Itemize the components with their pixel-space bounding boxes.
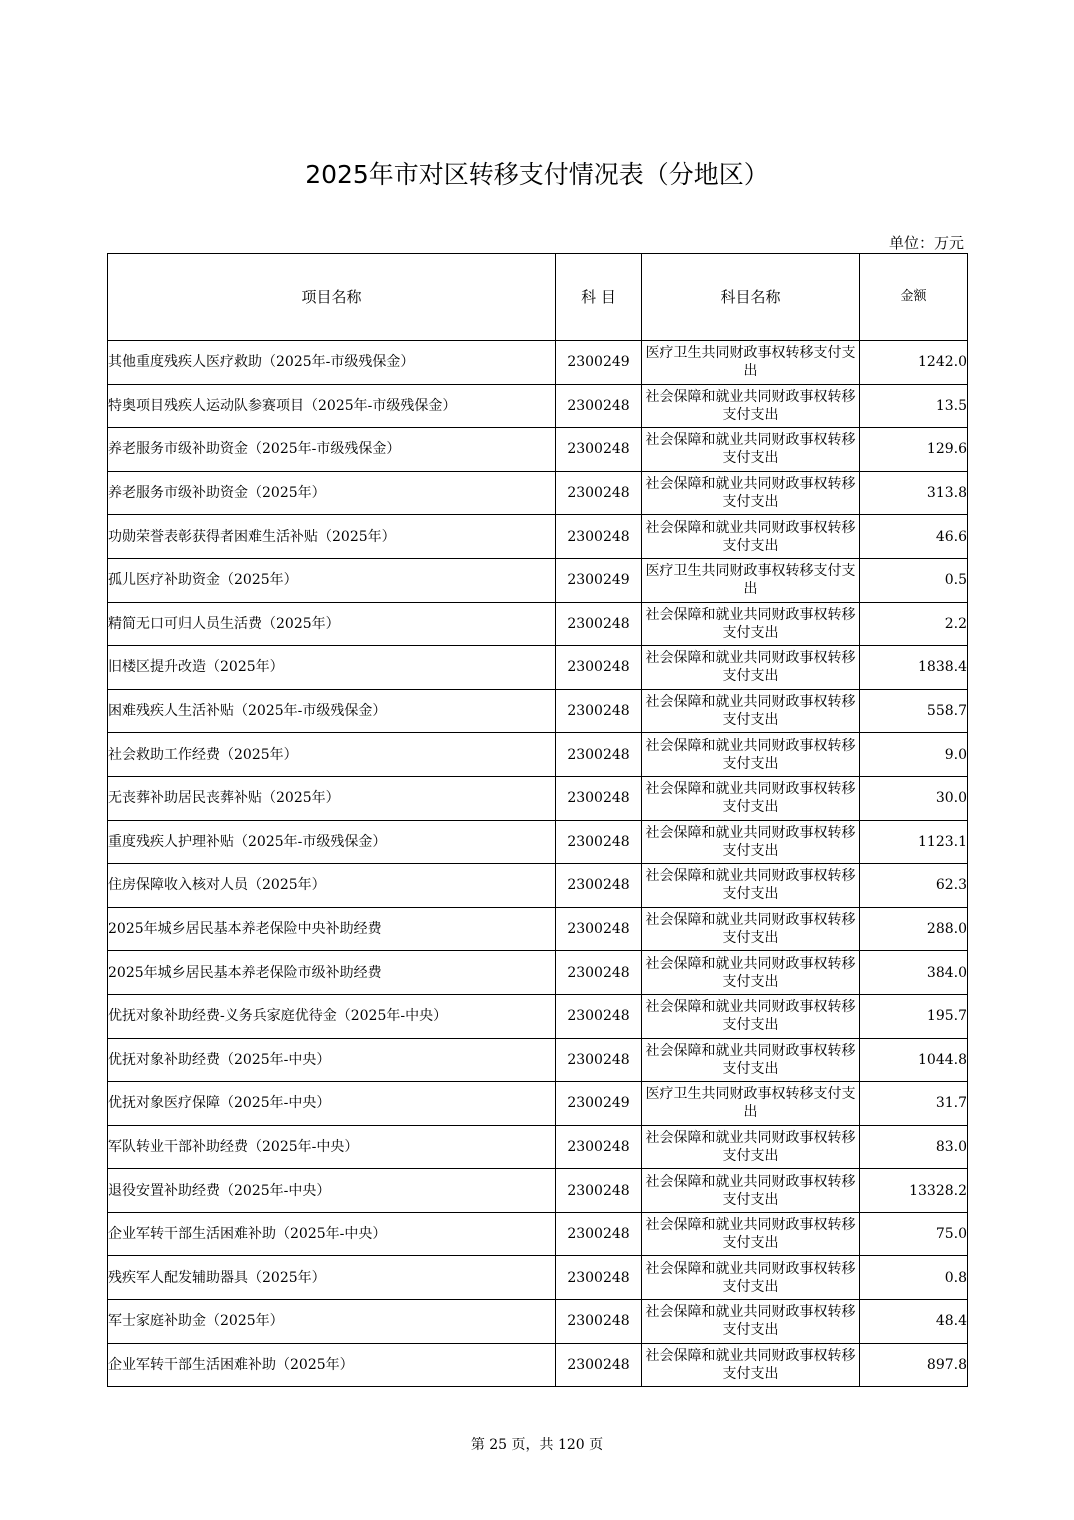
project-name-cell: 军队转业干部补助经费（2025年-中央）: [108, 1125, 556, 1169]
unit-label: 单位：万元: [888, 234, 964, 252]
subject-code-cell: 2300249: [556, 1082, 642, 1126]
table-row: [108, 384, 968, 428]
subject-name-cell: 医疗卫生共同财政事权转移支付支出: [642, 558, 860, 602]
amount-cell: 1044.8: [860, 1038, 968, 1082]
project-name-cell: 困难残疾人生活补贴（2025年-市级残保金）: [108, 689, 556, 733]
subject-code-cell: 2300248: [556, 384, 642, 428]
table-row: [108, 646, 968, 690]
project-name-cell: 优抚对象补助经费-义务兵家庭优待金（2025年-中央）: [108, 994, 556, 1038]
project-name-cell: 旧楼区提升改造（2025年）: [108, 646, 556, 690]
subject-name-cell: 社会保障和就业共同财政事权转移支付支出: [642, 602, 860, 646]
amount-cell: 1838.4: [860, 646, 968, 690]
project-name-cell: 养老服务市级补助资金（2025年）: [108, 471, 556, 515]
amount-cell: 558.7: [860, 689, 968, 733]
amount-cell: 83.0: [860, 1125, 968, 1169]
table-header-row: [108, 254, 968, 341]
amount-cell: 30.0: [860, 776, 968, 820]
table-row: [108, 471, 968, 515]
subject-code-cell: 2300248: [556, 1038, 642, 1082]
subject-code-cell: 2300248: [556, 428, 642, 472]
project-name-cell: 优抚对象补助经费（2025年-中央）: [108, 1038, 556, 1082]
amount-cell: 0.8: [860, 1256, 968, 1300]
table-row: [108, 907, 968, 951]
table-row: [108, 1300, 968, 1344]
subject-code-cell: 2300248: [556, 471, 642, 515]
subject-name-cell: 社会保障和就业共同财政事权转移支付支出: [642, 994, 860, 1038]
table-row: [108, 733, 968, 777]
subject-code-cell: 2300249: [556, 558, 642, 602]
table-row: [108, 1212, 968, 1256]
table-row: [108, 994, 968, 1038]
project-name-cell: 其他重度残疾人医疗救助（2025年-市级残保金）: [108, 341, 556, 385]
amount-cell: 288.0: [860, 907, 968, 951]
project-name-cell: 残疾军人配发辅助器具（2025年）: [108, 1256, 556, 1300]
header-amount: 金额: [860, 254, 968, 341]
table-row: [108, 951, 968, 995]
subject-code-cell: 2300248: [556, 776, 642, 820]
amount-cell: 9.0: [860, 733, 968, 777]
project-name-cell: 无丧葬补助居民丧葬补贴（2025年）: [108, 776, 556, 820]
header-project-name: 项目名称: [108, 254, 556, 341]
subject-name-cell: 社会保障和就业共同财政事权转移支付支出: [642, 1256, 860, 1300]
table-row: [108, 1169, 968, 1213]
amount-cell: 129.6: [860, 428, 968, 472]
table-row: [108, 820, 968, 864]
header-subject: 科 目: [556, 254, 642, 341]
table-row: [108, 1082, 968, 1126]
table-row: [108, 341, 968, 385]
project-name-cell: 重度残疾人护理补贴（2025年-市级残保金）: [108, 820, 556, 864]
amount-cell: 13328.2: [860, 1169, 968, 1213]
subject-name-cell: 社会保障和就业共同财政事权转移支付支出: [642, 951, 860, 995]
subject-name-cell: 社会保障和就业共同财政事权转移支付支出: [642, 515, 860, 559]
project-name-cell: 退役安置补助经费（2025年-中央）: [108, 1169, 556, 1213]
amount-cell: 31.7: [860, 1082, 968, 1126]
table-row: [108, 428, 968, 472]
amount-cell: 13.5: [860, 384, 968, 428]
table-row: [108, 1038, 968, 1082]
subject-name-cell: 社会保障和就业共同财政事权转移支付支出: [642, 428, 860, 472]
amount-cell: 2.2: [860, 602, 968, 646]
subject-name-cell: 社会保障和就业共同财政事权转移支付支出: [642, 1212, 860, 1256]
subject-code-cell: 2300248: [556, 1169, 642, 1213]
subject-name-cell: 社会保障和就业共同财政事权转移支付支出: [642, 1038, 860, 1082]
table-row: [108, 1256, 968, 1300]
subject-name-cell: 社会保障和就业共同财政事权转移支付支出: [642, 776, 860, 820]
subject-code-cell: 2300248: [556, 602, 642, 646]
subject-code-cell: 2300248: [556, 1125, 642, 1169]
project-name-cell: 特奥项目残疾人运动队参赛项目（2025年-市级残保金）: [108, 384, 556, 428]
table-row: [108, 776, 968, 820]
table-row: [108, 602, 968, 646]
subject-code-cell: 2300248: [556, 1343, 642, 1387]
subject-code-cell: 2300248: [556, 994, 642, 1038]
project-name-cell: 2025年城乡居民基本养老保险市级补助经费: [108, 951, 556, 995]
table-row: [108, 558, 968, 602]
project-name-cell: 孤儿医疗补助资金（2025年）: [108, 558, 556, 602]
project-name-cell: 军士家庭补助金（2025年）: [108, 1300, 556, 1344]
subject-name-cell: 社会保障和就业共同财政事权转移支付支出: [642, 864, 860, 908]
subject-code-cell: 2300248: [556, 646, 642, 690]
subject-code-cell: 2300248: [556, 515, 642, 559]
subject-code-cell: 2300248: [556, 733, 642, 777]
subject-name-cell: 社会保障和就业共同财政事权转移支付支出: [642, 384, 860, 428]
amount-cell: 384.0: [860, 951, 968, 995]
amount-cell: 46.6: [860, 515, 968, 559]
project-name-cell: 企业军转干部生活困难补助（2025年）: [108, 1343, 556, 1387]
amount-cell: 1123.1: [860, 820, 968, 864]
page-footer: 第 25 页，共 120 页: [470, 1437, 604, 1453]
amount-cell: 313.8: [860, 471, 968, 515]
subject-code-cell: 2300248: [556, 1300, 642, 1344]
table-body: [108, 341, 968, 1387]
transfer-table: [107, 253, 968, 1387]
amount-cell: 75.0: [860, 1212, 968, 1256]
subject-name-cell: 医疗卫生共同财政事权转移支付支出: [642, 341, 860, 385]
subject-name-cell: 社会保障和就业共同财政事权转移支付支出: [642, 907, 860, 951]
project-name-cell: 2025年城乡居民基本养老保险中央补助经费: [108, 907, 556, 951]
table-row: [108, 515, 968, 559]
subject-name-cell: 医疗卫生共同财政事权转移支付支出: [642, 1082, 860, 1126]
page-title: 2025年市对区转移支付情况表（分地区）: [305, 160, 769, 189]
project-name-cell: 功勋荣誉表彰获得者困难生活补贴（2025年）: [108, 515, 556, 559]
subject-code-cell: 2300248: [556, 1212, 642, 1256]
subject-name-cell: 社会保障和就业共同财政事权转移支付支出: [642, 471, 860, 515]
project-name-cell: 住房保障收入核对人员（2025年）: [108, 864, 556, 908]
table-row: [108, 1125, 968, 1169]
amount-cell: 0.5: [860, 558, 968, 602]
subject-name-cell: 社会保障和就业共同财政事权转移支付支出: [642, 1125, 860, 1169]
subject-name-cell: 社会保障和就业共同财政事权转移支付支出: [642, 1343, 860, 1387]
subject-name-cell: 社会保障和就业共同财政事权转移支付支出: [642, 1300, 860, 1344]
amount-cell: 1242.0: [860, 341, 968, 385]
subject-code-cell: 2300248: [556, 951, 642, 995]
project-name-cell: 养老服务市级补助资金（2025年-市级残保金）: [108, 428, 556, 472]
table-row: [108, 1343, 968, 1387]
subject-code-cell: 2300248: [556, 820, 642, 864]
project-name-cell: 精简无口可归人员生活费（2025年）: [108, 602, 556, 646]
subject-code-cell: 2300249: [556, 341, 642, 385]
subject-code-cell: 2300248: [556, 689, 642, 733]
table-row: [108, 864, 968, 908]
subject-name-cell: 社会保障和就业共同财政事权转移支付支出: [642, 820, 860, 864]
subject-name-cell: 社会保障和就业共同财政事权转移支付支出: [642, 646, 860, 690]
amount-cell: 62.3: [860, 864, 968, 908]
table-row: [108, 689, 968, 733]
subject-code-cell: 2300248: [556, 864, 642, 908]
amount-cell: 195.7: [860, 994, 968, 1038]
subject-name-cell: 社会保障和就业共同财政事权转移支付支出: [642, 1169, 860, 1213]
subject-name-cell: 社会保障和就业共同财政事权转移支付支出: [642, 733, 860, 777]
project-name-cell: 企业军转干部生活困难补助（2025年-中央）: [108, 1212, 556, 1256]
amount-cell: 48.4: [860, 1300, 968, 1344]
amount-cell: 897.8: [860, 1343, 968, 1387]
subject-code-cell: 2300248: [556, 907, 642, 951]
subject-code-cell: 2300248: [556, 1256, 642, 1300]
header-subject-name: 科目名称: [642, 254, 860, 341]
subject-name-cell: 社会保障和就业共同财政事权转移支付支出: [642, 689, 860, 733]
project-name-cell: 社会救助工作经费（2025年）: [108, 733, 556, 777]
project-name-cell: 优抚对象医疗保障（2025年-中央）: [108, 1082, 556, 1126]
